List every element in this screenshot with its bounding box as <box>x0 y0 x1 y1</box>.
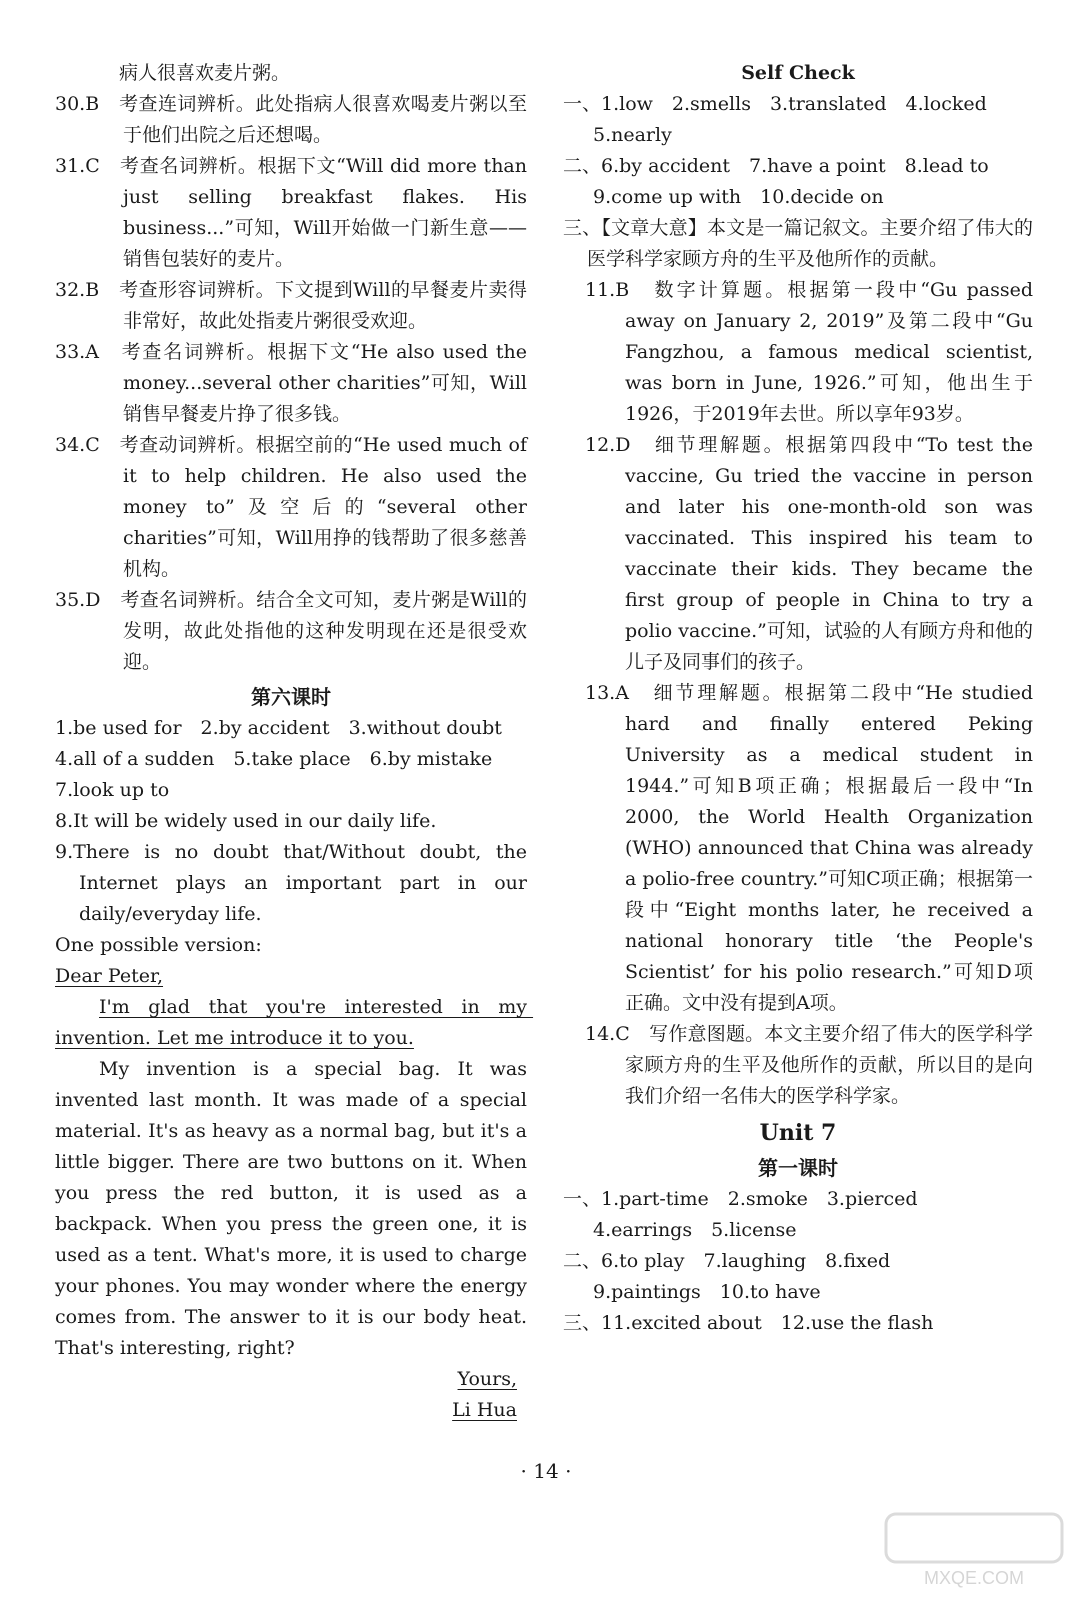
left-line-16: My invention is a special bag. It was invented last month. It was made of a special material. It's as heavy as a normal bag, but it's a little bigger. There are two buttons on it. When you press the red button, it is used as a backpack. When you press the green one, it is used as a tent. What's more, it is used to charge your phones. You may wonder where the energy comes from. The answer to it is our body heat. That's interesting, right? <box>55 1058 534 1359</box>
right-line-13: 4.earrings 5.license <box>593 1219 797 1241</box>
right-line-6: 11.B 数字计算题。根据第一段中“Gu passed away on January 2, 2019”及第二段中“Gu Fangzhou, a famous medical scientist, was born in June, 1926.”可知，他出生于1926，于2019年去世。所以享年93岁。 <box>585 279 1040 425</box>
left-column <box>55 58 534 1426</box>
right-line-10: Unit 7 <box>759 1120 837 1146</box>
watermark-logo <box>884 1510 1064 1590</box>
left-line-5: 34.C 考查动词辨析。根据空前的“He used much of it to help children. He also used the money to”及空后的“several other charities”可知，Will用挣的钱帮助了很多慈善机构。 <box>55 434 534 580</box>
left-line-8: 1.be used for 2.by accident 3.without doubt <box>55 717 502 739</box>
right-line-0: Self Check <box>741 62 855 84</box>
right-line-8: 13.A 细节理解题。根据第二段中“He studied hard and finally entered Peking University as a medical student in 1944.”可知B项正确；根据最后一段中“In 2000, the World Health Organization (WHO) announced that China was already a polio-free country.”可知C项正确；根据第一段中“Eight months later, he received a national honorary title ‘the People's Scientist’ for his polio research.”可知D项正确。文中没有提到A项。 <box>585 682 1040 1014</box>
left-line-10: 7.look up to <box>55 779 170 801</box>
left-line-9: 4.all of a sudden 5.take place 6.by mistake <box>55 748 493 770</box>
right-line-3: 二、6.by accident 7.have a point 8.lead to <box>563 155 989 177</box>
right-line-9: 14.C 写作意图题。本文主要介绍了伟大的医学科学家顾方舟的生平及他所作的贡献，所以目的是向我们介绍一名伟大的医学科学家。 <box>585 1023 1033 1107</box>
right-line-7: 12.D 细节理解题。根据第四段中“To test the vaccine, Gu tried the vaccine in person and later his one-month-old son was vaccinated. This inspired his team to vaccinate their kids. They became the first group of people in China to try a polio vaccine.”可知，试验的人有顾方舟和他的儿子及同事们的孩子。 <box>585 434 1040 673</box>
left-line-0: 病人很喜欢麦片粥。 <box>119 62 291 84</box>
right-line-14: 二、6.to play 7.laughing 8.fixed <box>563 1250 891 1272</box>
right-line-12: 一、1.part-time 2.smoke 3.pierced <box>563 1188 918 1210</box>
right-line-15: 9.paintings 10.to have <box>593 1281 821 1303</box>
left-line-3: 32.B 考查形容词辨析。下文提到Will的早餐麦片卖得非常好，故此处指麦片粥很受欢迎。 <box>55 279 527 332</box>
right-line-2: 5.nearly <box>593 124 672 146</box>
left-line-13: One possible version: <box>55 934 262 956</box>
left-line-17: Yours, <box>457 1368 517 1390</box>
left-line-14: Dear Peter, <box>55 965 164 987</box>
right-line-1: 一、1.low 2.smells 3.translated 4.locked <box>563 93 987 115</box>
left-line-11: 8.It will be widely used in our daily life. <box>55 810 437 832</box>
left-line-6: 35.D 考查名词辨析。结合全文可知，麦片粥是Will的发明，故此处指他的这种发明现在还是很受欢迎。 <box>55 589 527 673</box>
left-line-4: 33.A 考查名词辨析。根据下文“He also used the money...several other charities”可知，Will销售早餐麦片挣了很多钱。 <box>55 341 534 425</box>
left-line-15: I'm glad that you're interested in my invention. Let me introduce it to you. <box>55 996 534 1049</box>
page-number: · 14 · <box>520 1459 572 1483</box>
right-column <box>563 58 1040 1339</box>
right-line-4: 9.come up with 10.decide on <box>593 186 884 208</box>
watermark-text: MXQE.COM <box>923 1568 1025 1588</box>
left-line-2: 31.C 考查名词辨析。根据下文“Will did more than just selling breakfast flakes. His business...”可知，Will开始做一门新生意——销售包装好的麦片。 <box>55 155 534 270</box>
right-line-16: 三、11.excited about 12.use the flash <box>563 1312 934 1334</box>
left-line-12: 9.There is no doubt that/Without doubt, the Internet plays an important part in our daily/everyday life. <box>55 841 534 925</box>
right-line-11: 第一课时 <box>758 1156 838 1180</box>
left-line-18: Li Hua <box>452 1399 517 1421</box>
left-line-1: 30.B 考查连词辨析。此处指病人很喜欢喝麦片粥以至于他们出院之后还想喝。 <box>55 93 527 146</box>
right-line-5: 三、【文章大意】本文是一篇记叙文。主要介绍了伟大的医学科学家顾方舟的生平及他所作的贡献。 <box>563 217 1033 270</box>
left-line-7: 第六课时 <box>251 685 331 709</box>
